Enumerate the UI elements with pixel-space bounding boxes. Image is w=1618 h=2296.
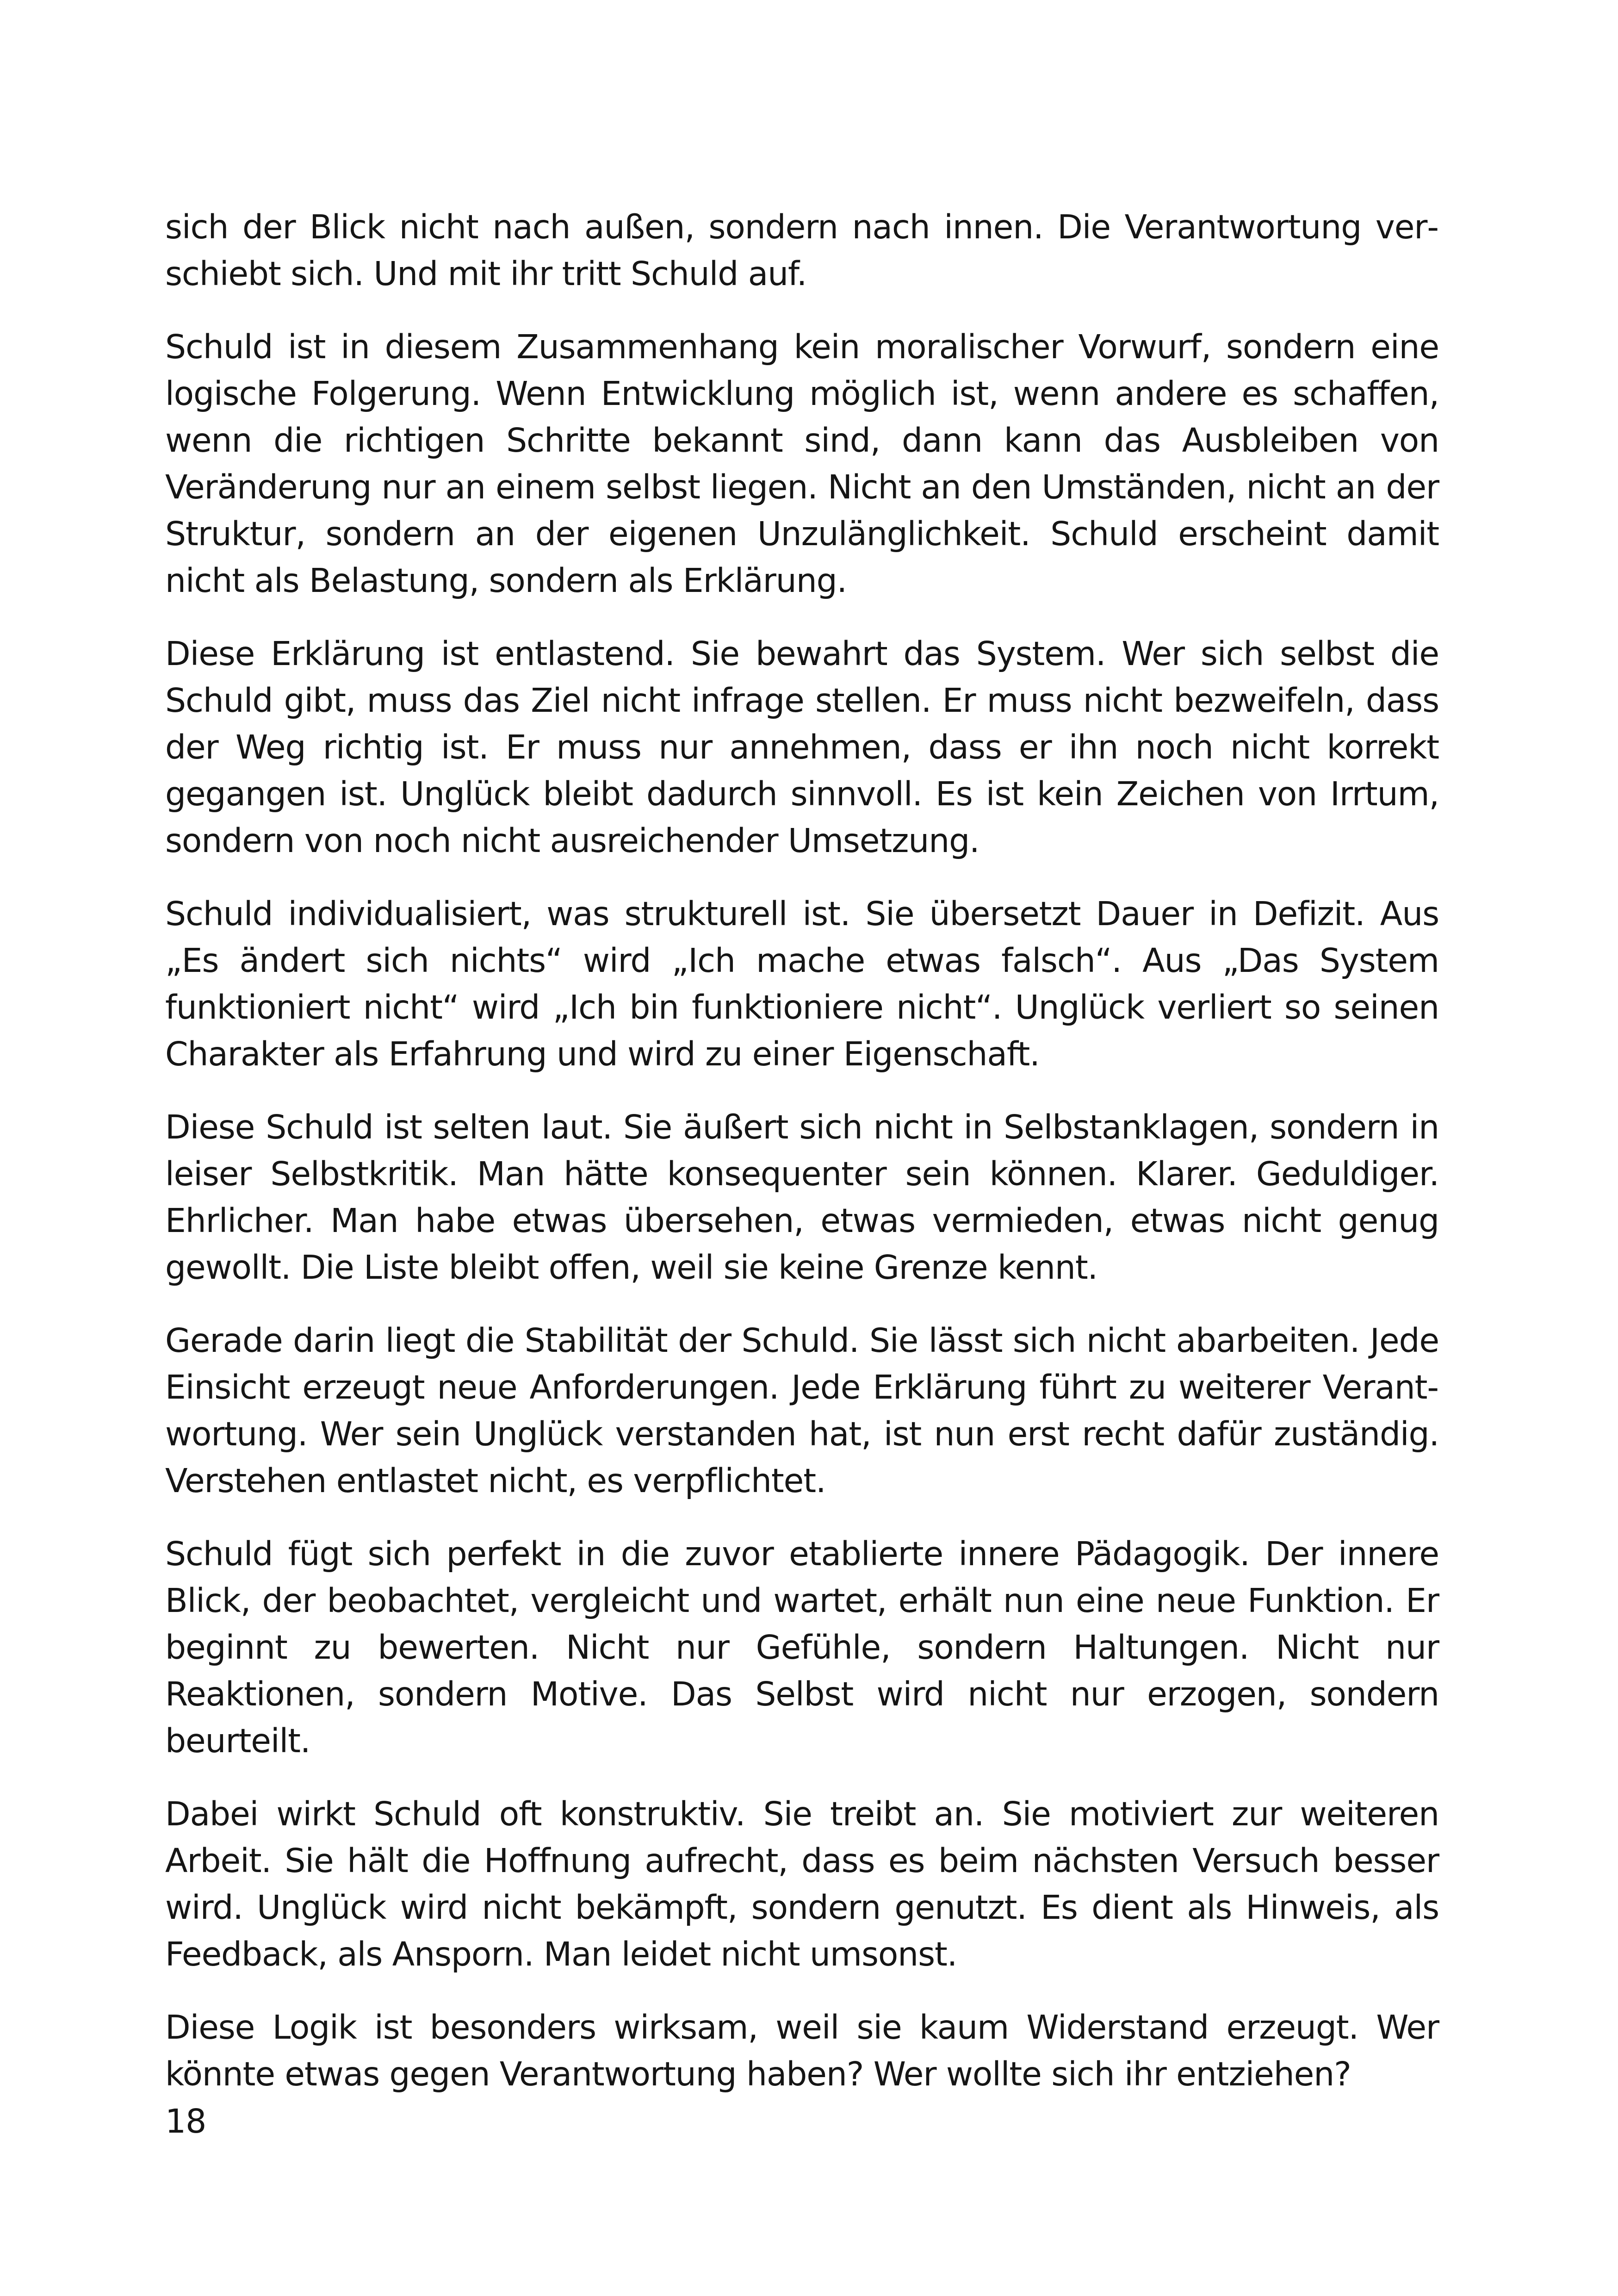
paragraph: sich der Blick nicht nach außen, sondern nach innen. Die Verantwortung verschiebt sich. Und mit ihr tritt Schuld auf. bbox=[165, 208, 1439, 293]
paragraph: Diese Logik ist besonders wirksam, weil sie kaum Widerstand erzeugt. Wer könnte etwas gegen Verantwortung haben? Wer wollte sich ihr entziehen? bbox=[165, 2008, 1439, 2093]
paragraph: Schuld ist in diesem Zusammenhang kein moralischer Vorwurf, sondern eine logische Folgerung. Wenn Entwicklung möglich ist, wenn andere es schaffen, wenn die richtigen Schritte bekannt sind, dann kann das Ausbleiben von Veränderung nur an einem selbst liegen. Nicht an den Umständen, nicht an der Struktur, sondern an der eigenen Unzulänglichkeit. Schuld erscheint damit nicht als Belastung, sondern als Erklärung. bbox=[165, 328, 1439, 600]
paragraph: Dabei wirkt Schuld oft konstruktiv. Sie treibt an. Sie motiviert zur weiteren Arbeit. Sie hält die Hoffnung aufrecht, dass es beim nächsten Versuch besser wird. Unglück wird nicht bekämpft, sondern genutzt. Es dient als Hinweis, als Feedback, als Ansporn. Man leidet nicht umsonst. bbox=[165, 1795, 1439, 1973]
paragraph: Schuld individualisiert, was strukturell ist. Sie übersetzt Dauer in Defizit. Aus „Es ändert sich nichts“ wird „Ich mache etwas falsch“. Aus „Das System funktioniert nicht“ wird „Ich bin funktioniere nicht“. Unglück verliert so seinen Charakter als Erfahrung und wird zu einer Eigenschaft. bbox=[165, 895, 1439, 1073]
page-number: 18 bbox=[165, 2102, 206, 2140]
paragraph: Schuld fügt sich perfekt in die zuvor etablierte innere Pädagogik. Der innere Blick, der beobachtet, vergleicht und wartet, erhält nun eine neue Funktion. Er beginnt zu bewerten. Nicht nur Gefühle, sondern Haltungen. Nicht nur Reaktionen, sondern Motive. Das Selbst wird nicht nur erzogen, sondern beurteilt. bbox=[165, 1535, 1439, 1760]
paragraph: Diese Erklärung ist entlastend. Sie bewahrt das System. Wer sich selbst die Schuld gibt, muss das Ziel nicht infrage stellen. Er muss nicht bezweifeln, dass der Weg richtig ist. Er muss nur annehmen, dass er ihn noch nicht korrekt gegangen ist. Unglück bleibt dadurch sinnvoll. Es ist kein Zeichen von Irrtum, sondern von noch nicht ausreichender Umsetzung. bbox=[165, 635, 1439, 860]
paragraph: Gerade darin liegt die Stabilität der Schuld. Sie lässt sich nicht abarbeiten. Jede Einsicht erzeugt neue Anforderungen. Jede Erklärung führt zu weiterer Verantwortung. Wer sein Unglück verstanden hat, ist nun erst recht dafür zuständig. Verstehen entlastet nicht, es verpflichtet. bbox=[165, 1321, 1439, 1500]
body-text bbox=[165, 204, 1439, 2097]
paragraph: Diese Schuld ist selten laut. Sie äußert sich nicht in Selbstanklagen, sondern in leiser Selbstkritik. Man hätte konsequenter sein können. Klarer. Geduldiger. Ehrlicher. Man habe etwas übersehen, etwas vermieden, etwas nicht genug gewollt. Die Liste bleibt offen, weil sie keine Grenze kennt. bbox=[165, 1108, 1439, 1287]
